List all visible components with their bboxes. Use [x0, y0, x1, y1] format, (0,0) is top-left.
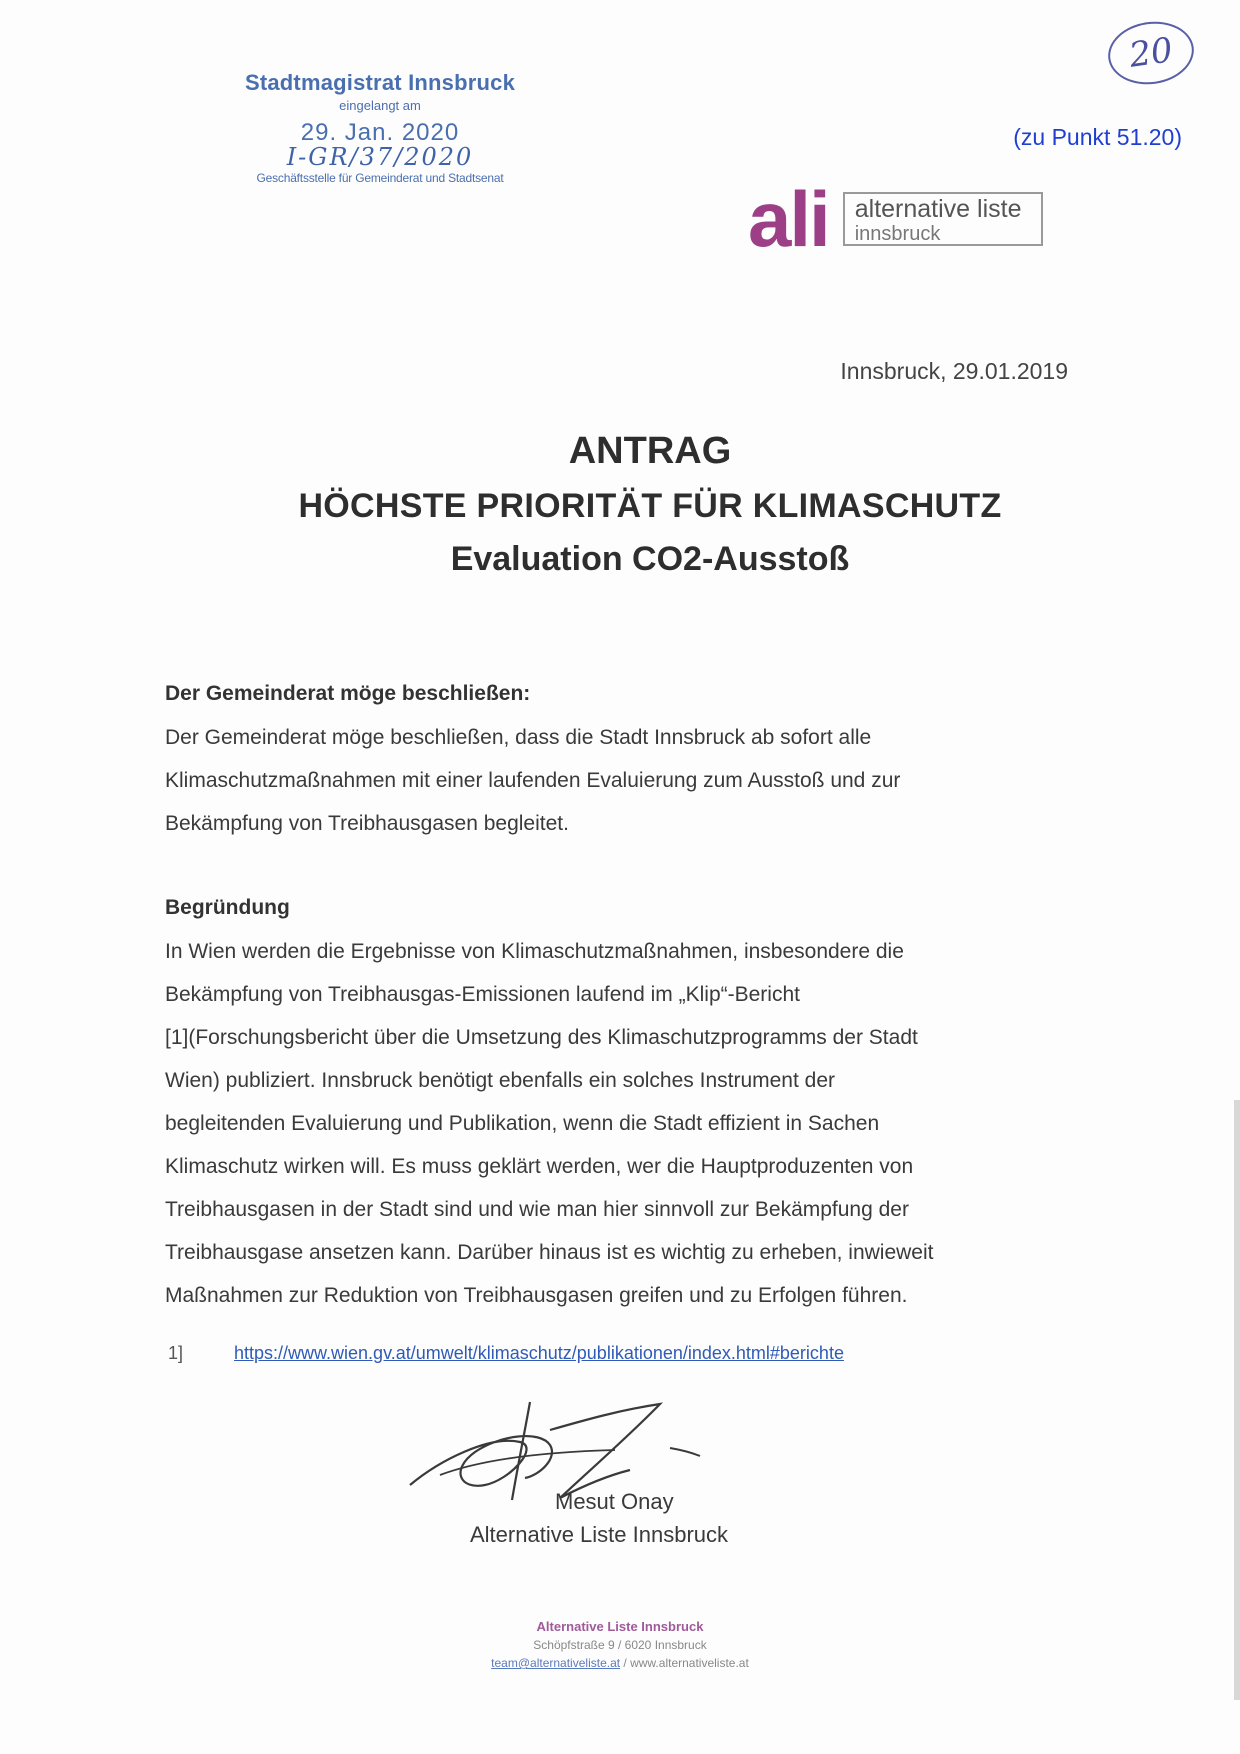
title-sub: Evaluation CO2-Ausstoß	[450, 540, 850, 578]
page-footer	[420, 1618, 820, 1672]
reasoning-line: In Wien werden die Ergebnisse von Klimaschutzmaßnahmen, insbesondere die	[165, 940, 904, 963]
stamp-received-label: eingelangt am	[339, 98, 421, 113]
logo-line-1: alternative liste	[854, 195, 1022, 223]
footer-contact	[420, 1654, 820, 1672]
resolution-section	[165, 682, 1065, 845]
reasoning-line: Klimaschutz wirken will. Es muss geklärt werden, wer die Hauptproduzenten von	[165, 1155, 914, 1178]
resolution-line: Bekämpfung von Treibhausgasen begleitet.	[165, 812, 569, 835]
title-block	[150, 430, 1150, 579]
reasoning-line: Maßnahmen zur Reduktion von Treibhausgasen greifen und zu Erfolgen führen.	[165, 1284, 908, 1307]
reasoning-line: begleitenden Evaluierung und Publikation, wenn die Stadt effizient in Sachen	[165, 1112, 880, 1135]
page-mark-circle: 20	[1104, 16, 1198, 89]
stamp-date: 29. Jan. 2020	[300, 119, 460, 146]
footer-org: Alternative Liste Innsbruck	[536, 1619, 704, 1634]
stamp-reference: I-GR/37/2020	[286, 143, 474, 171]
reasoning-line: Wien) publiziert. Innsbruck benötigt ebenfalls ein solches Instrument der	[165, 1069, 836, 1092]
footer-address: Schöpfstraße 9 / 6020 Innsbruck	[533, 1638, 707, 1652]
incoming-stamp	[225, 70, 535, 185]
reasoning-line: Treibhausgase ansetzen kann. Darüber hinaus ist es wichtig zu erheben, inwieweit	[165, 1241, 934, 1264]
reasoning-heading: Begründung	[165, 896, 290, 919]
resolution-line: Klimaschutzmaßnahmen mit einer laufenden Evaluierung zum Ausstoß und zur	[165, 769, 901, 792]
title-main: HÖCHSTE PRIORITÄT FÜR KLIMASCHUTZ	[298, 487, 1002, 525]
stamp-org: Stadtmagistrat Innsbruck	[244, 70, 516, 95]
footer-web[interactable]: www.alternativeliste.at	[630, 1656, 749, 1670]
footnote-number: 1]	[168, 1343, 184, 1363]
scan-edge	[1234, 1100, 1240, 1700]
footer-separator: /	[620, 1656, 631, 1670]
logo-line-2: innsbruck	[854, 222, 941, 245]
reasoning-line: Bekämpfung von Treibhausgas-Emissionen laufend im „Klip“-Bericht	[165, 983, 800, 1006]
signer-org: Alternative Liste Innsbruck	[470, 1522, 729, 1547]
resolution-heading: Der Gemeinderat möge beschließen:	[165, 682, 531, 705]
footnote-link[interactable]: https://www.wien.gv.at/umwelt/klimaschutz/publikationen/index.html#berichte	[234, 1343, 844, 1363]
reasoning-line: Treibhausgasen in der Stadt sind und wie man hier sinnvoll zur Bekämpfung der	[165, 1198, 909, 1221]
footnote	[168, 1343, 844, 1364]
title-antrag: ANTRAG	[568, 430, 732, 472]
reasoning-line: [1](Forschungsbericht über die Umsetzung des Klimaschutzprogramms der Stadt	[165, 1026, 918, 1049]
ali-logo	[748, 175, 1043, 263]
signer-name: Mesut Onay	[555, 1489, 674, 1514]
resolution-line: Der Gemeinderat möge beschließen, dass die Stadt Innsbruck ab sofort alle	[165, 726, 872, 749]
reasoning-section	[165, 896, 1065, 1317]
document-date: Innsbruck, 29.01.2019	[840, 358, 1068, 384]
logo-wordmark-box	[843, 192, 1043, 246]
stamp-department: Geschäftsstelle für Gemeinderat und Stadtsenat	[256, 171, 504, 185]
logo-mark: ali	[748, 175, 829, 263]
agenda-reference: (zu Punkt 51.20)	[1013, 124, 1182, 150]
footer-email[interactable]: team@alternativeliste.at	[491, 1656, 621, 1670]
